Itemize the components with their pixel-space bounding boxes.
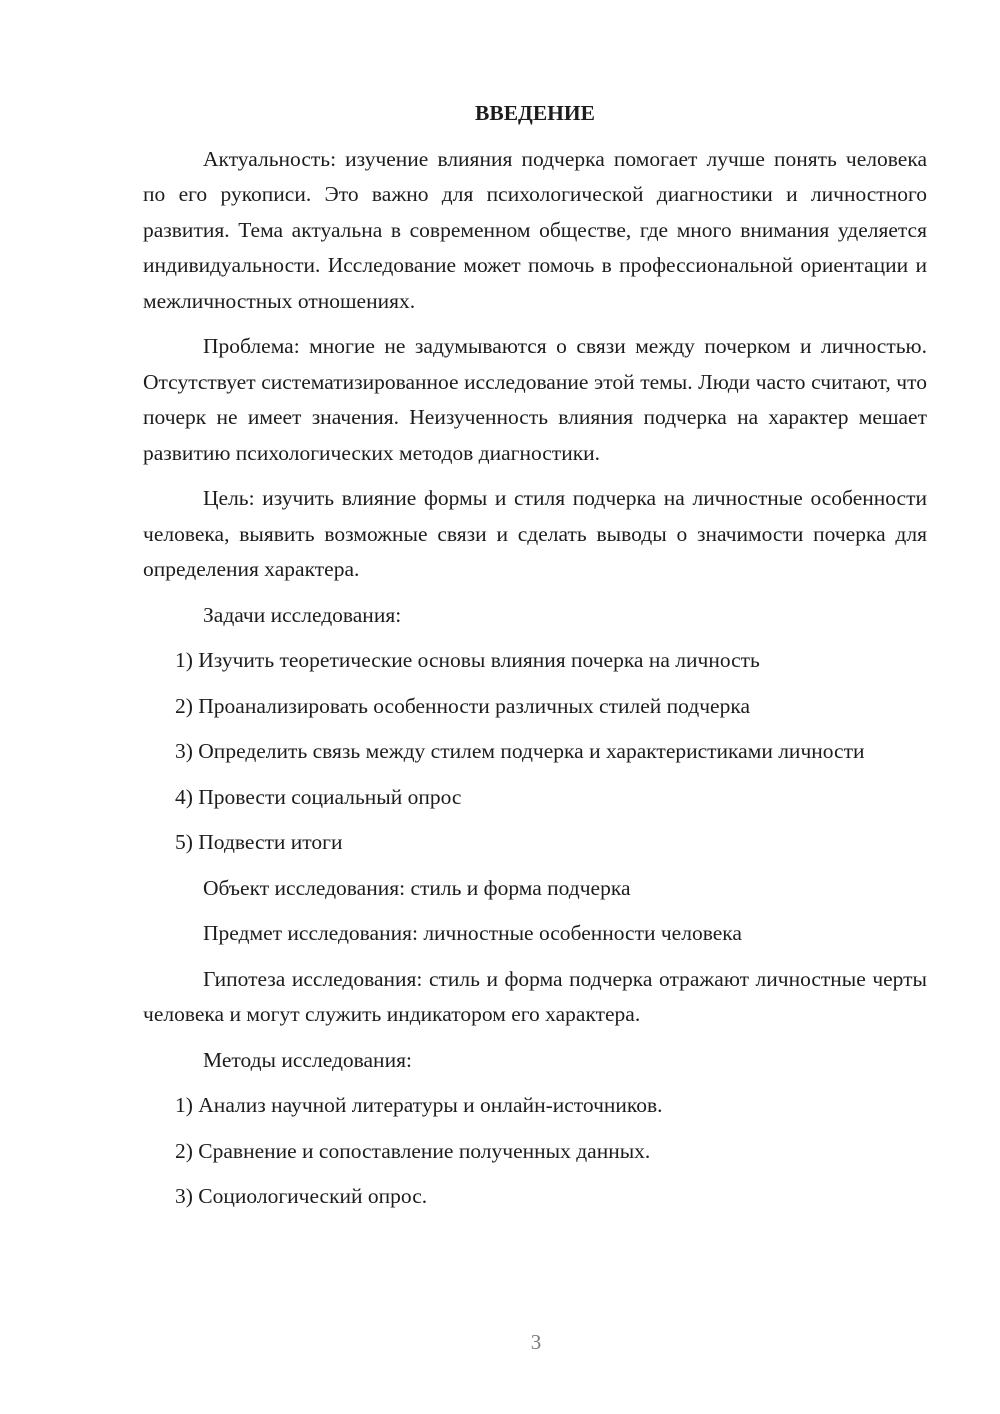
task-item-5: 5) Подвести итоги [175,830,343,854]
method-item-3: 3) Социологический опрос. [175,1184,428,1208]
method-item-1: 1) Анализ научной литературы и онлайн-источников. [175,1093,663,1117]
relevance-paragraph: Актуальность: изучение влияния подчерка помогает лучше понять человека по его рукописи. Это важно для психологической диагностики и личностного развития. Тема актуальна в современном обществе, где много внимания уделяется индивидуальности. Исследование может помочь в профессиональной ориентации и межличностных отношениях. [143,146,927,313]
method-item-2: 2) Сравнение и сопоставление полученных данных. [175,1138,651,1163]
problem-paragraph: Проблема: многие не задумываются о связи между почерком и личностью. Отсутствует систематизированное исследование этой темы. Люди часто считают, что почерк не имеет значения. Неизученность влияния подчерка на характер мешает развитию психологических методов диагностики. [143,334,927,465]
tasks-heading: Задачи исследования: [203,602,402,627]
task-item-3: 3) Определить связь между стилем подчерка и характеристиками личности [175,739,865,763]
page-number: 3 [530,1330,542,1354]
page-title: ВВЕДЕНИЕ [475,101,595,125]
page-content [143,96,927,1225]
goal-paragraph: Цель: изучить влияние формы и стиля подчерка на личностные особенности человека, выявить возможные связи и сделать выводы о значимости почерка для определения характера. [143,486,927,581]
task-item-1: 1) Изучить теоретические основы влияния почерка на личность [175,648,760,672]
methods-heading: Методы исследования: [203,1047,412,1072]
task-item-2: 2) Проанализировать особенности различных стилей подчерка [175,693,750,718]
hypothesis-paragraph: Гипотеза исследования: стиль и форма подчерка отражают личностные черты человека и могут служить индикатором его характера. [143,966,927,1026]
task-item-4: 4) Провести социальный опрос [175,784,462,809]
research-subject: Предмет исследования: личностные особенности человека [203,921,742,945]
research-object: Объект исследования: стиль и форма подчерка [203,875,631,900]
